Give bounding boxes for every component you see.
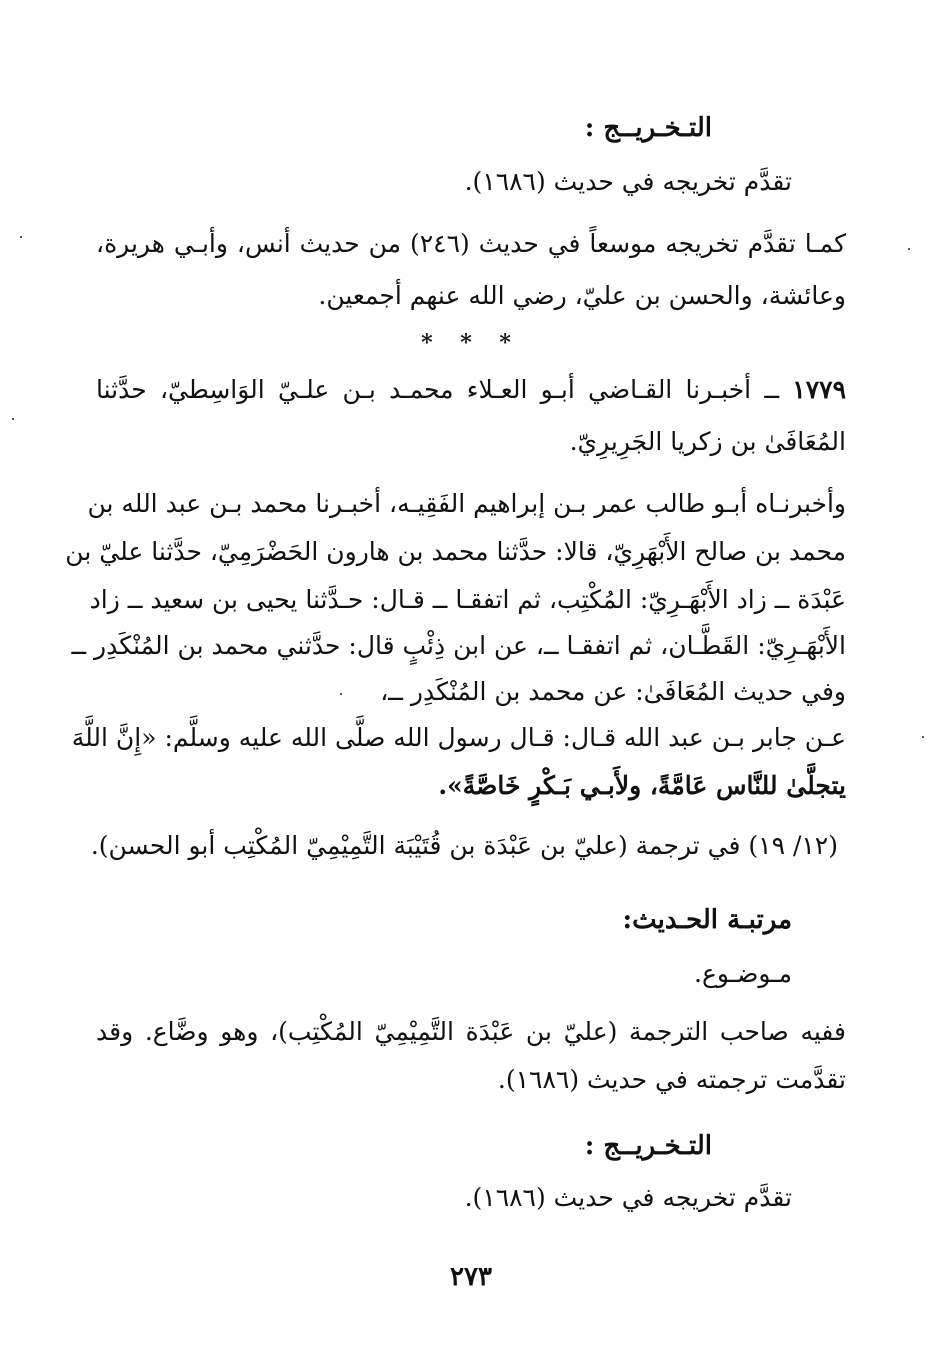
- paragraph-line: المُعَافَىٰ بن زكريا الجَرِيرِيّ.: [569, 427, 846, 456]
- paragraph-line: ففيه صاحب الترجمة (عليّ بن عَبْدَة التَّمِيْمِيّ المُكْتِب)، وهو وضَّاع. وقد: [96, 1017, 846, 1046]
- paragraph-line: وعائشة، والحسن بن عليّ، رضي الله عنهم أجمعين.: [318, 281, 846, 310]
- hadith-number: ١٧٧٩: [792, 375, 846, 404]
- paragraph-line: وأخبرنـاه أبـو طالب عمر بـن إبراهيم الفَقِيـه، أخبـرنا محمد بـن عبد الله بن: [87, 489, 846, 518]
- paragraph-line: عـن جابر بـن عبد الله قـال: قـال رسول الله صلَّى الله عليه وسلَّم: «إِنَّ اللَّهَ: [71, 723, 846, 752]
- paragraph-line: وفي حديث المُعَافَىٰ: عن محمد بن المُنْكَدِر ــ،: [380, 677, 846, 706]
- reference-line: (١٢/ ١٩) في ترجمة (عليّ بن عَبْدَة بن قُتَيْبَة التَّمِيْمِيّ المُكْتِب أبو الحسن).: [90, 831, 838, 860]
- scan-speck: [908, 248, 910, 250]
- paragraph-text: ــ أخبـرنا القـاضي أبـو العـلاء محمـد بـن علـيّ الوَاسِطيّ، حدَّثنا: [96, 375, 780, 404]
- hadith-matn-line: يتجلَّىٰ للنَّاس عَامَّةً، ولأَبـي بَـكْرٍ خَاصَّةً».: [438, 771, 846, 800]
- scan-speck: [922, 736, 924, 738]
- paragraph-line: محمد بن صالح الأَبْهَرِيّ، قالا: حدَّثنا محمد بن هارون الحَضْرَمِيّ، حدَّثنا عليّ بن: [65, 537, 846, 566]
- section-heading-rank: مرتبـة الحـديث:: [622, 905, 792, 935]
- paragraph-line: الأَبْهَـرِيّ: القَطَّـان، ثم اتفقـا ــ، عن ابن ذِئْبٍ قال: حدَّثني محمد بن المُنْكَدِر ــ: [71, 631, 846, 660]
- scan-speck: [20, 236, 22, 238]
- paragraph-line: تقدَّم تخريجه في حديث (١٦٨٦).: [464, 167, 792, 196]
- paragraph-line: تقدَّم تخريجه في حديث (١٦٨٦).: [464, 1183, 792, 1212]
- section-separator: * * *: [421, 330, 521, 356]
- paragraph-line: تقدَّمت ترجمته في حديث (١٦٨٦).: [497, 1065, 846, 1094]
- hadith-number-line: [96, 370, 846, 410]
- page-number: ٢٧٣: [450, 1262, 492, 1292]
- paragraph-line: عَبْدَة ــ زاد الأَبْهَـرِيّ: المُكْتِب، ثم اتفقـا ــ قـال: حـدَّثنا يحيى بن سعيد ــ زاد: [89, 585, 846, 614]
- rank-value: مـوضـوع.: [694, 959, 792, 988]
- section-heading-takhrij: التـخـريــج :: [584, 113, 712, 143]
- section-heading-takhrij: التـخـريــج :: [584, 1131, 712, 1161]
- scan-speck: [12, 418, 14, 420]
- paragraph-line: كمـا تقدَّم تخريجه موسعاً في حديث (٢٤٦) من حديث أنس، وأبـي هريرة،: [96, 229, 846, 258]
- scan-speck: [340, 693, 342, 695]
